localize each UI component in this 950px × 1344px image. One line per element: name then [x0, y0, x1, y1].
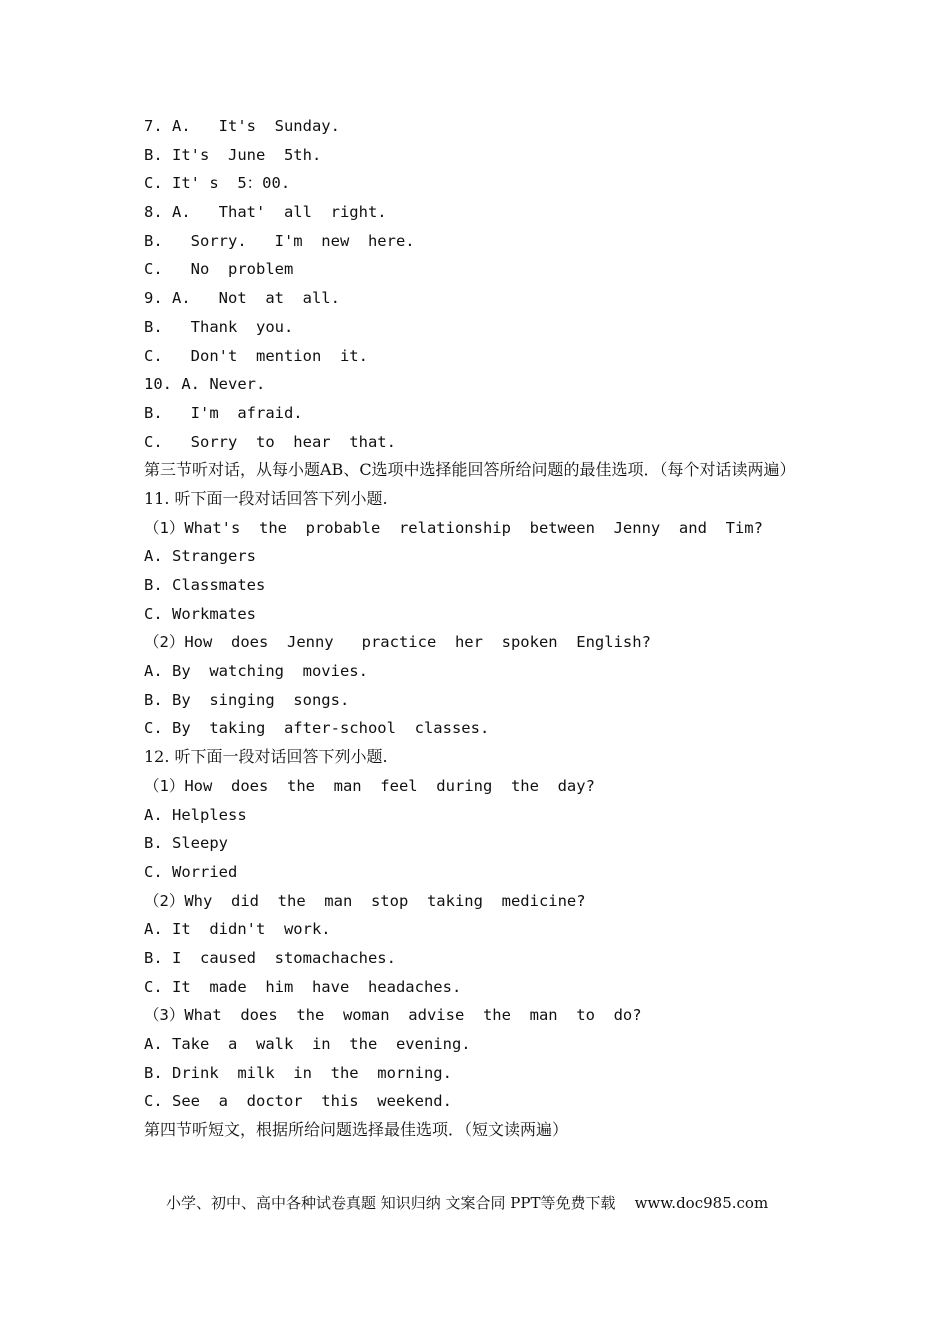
- section-3-heading: 第三节听对话，从每小题AB、C选项中选择能回答所给问题的最佳选项．（每个对话读两遍）: [144, 460, 796, 480]
- text-line: A. Take a walk in the evening.: [144, 1035, 471, 1054]
- text-line: C. Don't mention it.: [144, 346, 368, 365]
- text-line: B. Drink milk in the morning.: [144, 1063, 452, 1082]
- text-line: B. Classmates: [144, 576, 266, 595]
- text-line: B. I caused stomachaches.: [144, 948, 396, 967]
- text-line: 9. A. Not at all.: [144, 289, 340, 308]
- text-line: C. It' s 5：00.: [144, 174, 291, 193]
- text-line: C. Workmates: [144, 604, 256, 623]
- text-line: （2）Why did the man stop taking medicine?: [144, 891, 586, 910]
- text-line: A. By watching movies.: [144, 662, 368, 681]
- text-line: A. Helpless: [144, 805, 247, 824]
- text-line: C. By taking after-school classes.: [144, 719, 490, 738]
- document-body: [144, 112, 814, 1145]
- text-line: B. I'm afraid.: [144, 403, 303, 422]
- text-line: 10. A. Never.: [144, 375, 266, 394]
- text-line: B. By singing songs.: [144, 690, 350, 709]
- text-line: C. No problem: [144, 260, 294, 279]
- text-line: B. Sleepy: [144, 834, 228, 853]
- text-line: A. It didn't work.: [144, 920, 331, 939]
- text-line: （1）What's the probable relationship between Jenny and Tim?: [144, 518, 763, 537]
- text-line: B. Thank you.: [144, 317, 294, 336]
- text-line: （2）How does Jenny practice her spoken English?: [144, 633, 651, 652]
- text-line: C. Sorry to hear that.: [144, 432, 396, 451]
- text-line: B. Sorry. I'm new here.: [144, 231, 415, 250]
- page-footer: 小学、初中、高中各种试卷真题 知识归纳 文案合同 PPT等免费下载 www.doc985.com: [166, 1194, 769, 1212]
- text-line: 7. A. It's Sunday.: [144, 117, 340, 135]
- text-line: C. See a doctor this weekend.: [144, 1092, 452, 1111]
- question-11-heading: 11. 听下面一段对话回答下列小题.: [144, 488, 388, 508]
- text-line: C. Worried: [144, 862, 238, 881]
- question-12-heading: 12. 听下面一段对话回答下列小题.: [144, 747, 388, 767]
- section-4-heading: 第四节听短文，根据所给问题选择最佳选项．（短文读两遍）: [144, 1120, 569, 1140]
- text-line: （1）How does the man feel during the day?: [144, 776, 595, 795]
- text-line: A. Strangers: [144, 547, 256, 566]
- text-line: 8. A. That' all right.: [144, 203, 387, 222]
- text-line: C. It made him have headaches.: [144, 977, 462, 996]
- text-line: B. It's June 5th.: [144, 145, 322, 164]
- text-line: （3）What does the woman advise the man to do?: [144, 1006, 642, 1025]
